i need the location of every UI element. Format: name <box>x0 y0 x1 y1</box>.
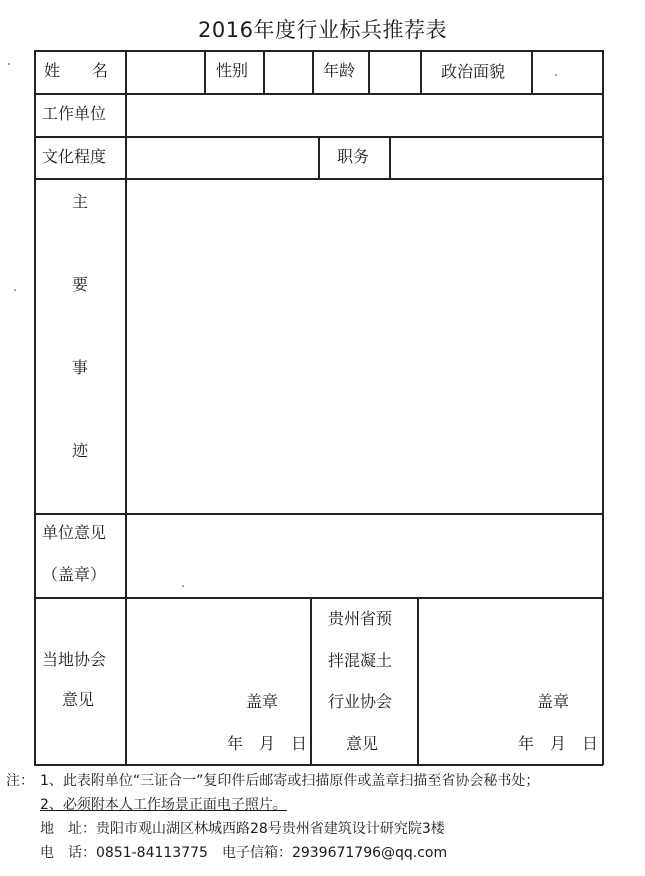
political-status-field[interactable] <box>533 52 601 92</box>
unit-stamp-label: （盖章） <box>42 565 107 584</box>
form-title: 2016年度行业标兵推荐表 <box>198 18 447 42</box>
row1-divider-a <box>204 50 206 94</box>
local-association-label: 当地协会 <box>42 650 107 669</box>
table-border-left <box>34 50 36 765</box>
scan-speck <box>8 63 10 65</box>
education-field[interactable] <box>127 138 317 177</box>
row3-divider-a <box>318 136 320 179</box>
education-label: 文化程度 <box>42 147 107 166</box>
provincial-association-label-line3: 行业协会 <box>328 692 393 711</box>
row1-divider-e <box>420 50 422 94</box>
row1-divider-c <box>312 50 314 94</box>
gender-label: 性别 <box>216 61 249 80</box>
position-label: 职务 <box>337 147 370 166</box>
position-field[interactable] <box>391 138 601 177</box>
table-border-right <box>602 50 604 765</box>
work-unit-label: 工作单位 <box>42 104 107 123</box>
contact-phone-email: 电 话：0851-84113775 电子信箱：2939671796@qq.com <box>40 845 448 861</box>
scan-speck <box>182 585 184 587</box>
scan-speck <box>555 74 557 76</box>
table-border-top <box>34 50 603 52</box>
gender-field[interactable] <box>265 52 311 92</box>
contact-address: 地 址：贵阳市观山湖区林城西路28号贵州省建筑设计研究院3楼 <box>40 821 445 837</box>
main-deeds-field[interactable] <box>127 180 601 512</box>
note-item-2: 2、必须附本人工作场景正面电子照片。 <box>40 797 287 813</box>
age-field[interactable] <box>370 52 419 92</box>
local-date-text: 年 月 日 <box>227 734 308 753</box>
note-item-1: 1、此表附单位“三证合一”复印件后邮寄或扫描原件或盖章扫描至省协会秘书处； <box>40 773 540 789</box>
unit-opinion-field[interactable] <box>127 515 601 596</box>
provincial-association-label-line2: 拌混凝土 <box>328 651 393 670</box>
local-association-field[interactable] <box>127 599 309 763</box>
work-unit-field[interactable] <box>127 95 601 135</box>
provincial-association-label-line4: 意见 <box>346 734 379 753</box>
bottom-divider-a <box>310 597 312 765</box>
provincial-stamp-text: 盖章 <box>537 692 570 711</box>
table-border-bottom <box>34 764 603 766</box>
name-field[interactable] <box>127 52 203 92</box>
provincial-association-label-line1: 贵州省预 <box>328 609 393 628</box>
deeds-label-char: 主 <box>71 192 88 211</box>
local-association-opinion-label: 意见 <box>62 690 95 709</box>
deeds-label-char: 事 <box>71 358 88 377</box>
deeds-label-char: 要 <box>71 275 88 294</box>
provincial-date-text: 年 月 日 <box>518 734 599 753</box>
notes-prefix: 注： <box>6 773 34 789</box>
local-stamp-text: 盖章 <box>246 692 279 711</box>
name-label: 姓 名 <box>44 61 109 80</box>
deeds-label-char: 迹 <box>71 441 88 460</box>
age-label: 年龄 <box>323 61 356 80</box>
political-status-label: 政治面貌 <box>441 62 506 81</box>
scan-speck <box>14 289 16 291</box>
provincial-association-field[interactable] <box>419 599 601 763</box>
unit-opinion-label: 单位意见 <box>42 523 107 542</box>
